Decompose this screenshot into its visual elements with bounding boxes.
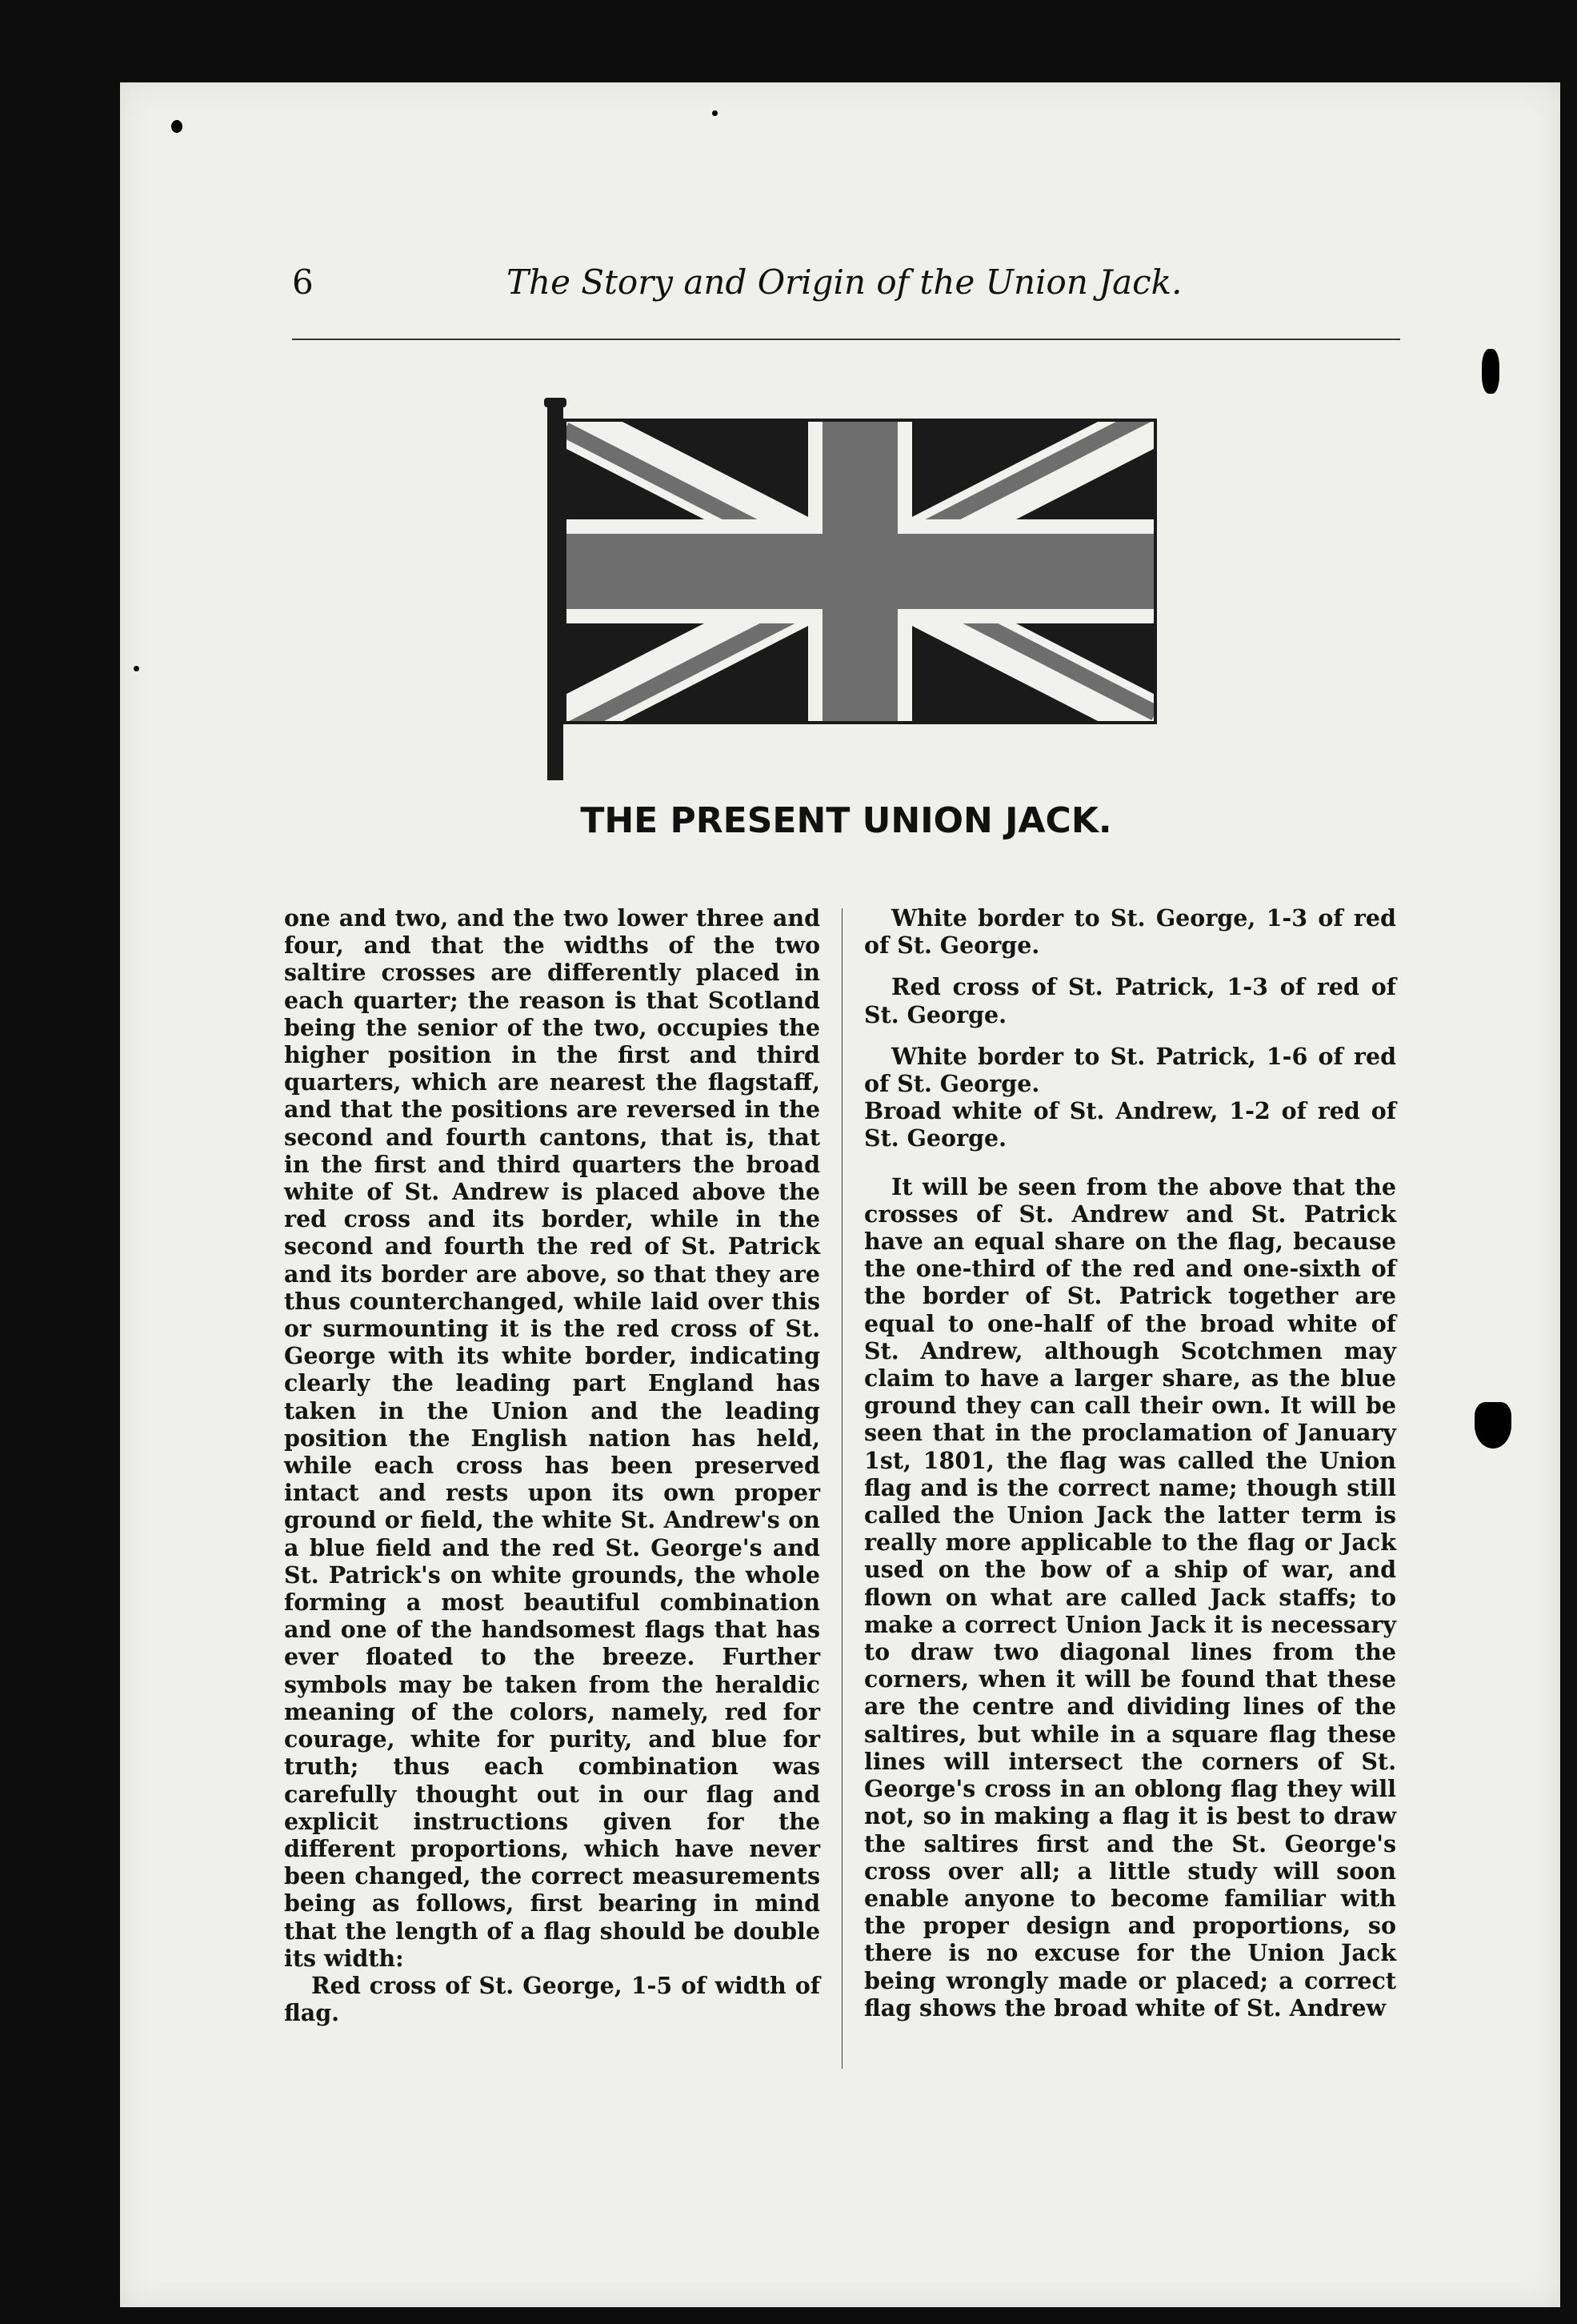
scan-speck (134, 666, 139, 671)
text-column-left (284, 904, 820, 2026)
union-jack-flag-icon (536, 396, 1168, 784)
scan-speck (171, 120, 182, 133)
page-number: 6 (292, 262, 314, 302)
paragraph: It will be seen from the above that the crosses of St. Andrew and St. Patrick have an equal share on the flag, because the one-third of the red and one-sixth of the border of St. Patrick together are equal to one-half of the broad white of St. Andrew, although Scotchmen may claim to have a larger share, as the blue ground they can call their own. It will be seen that in the proclamation of January 1st, 1801, the flag was called the Union flag and is the correct name; though still called the Union Jack the latter term is really more applicable to the flag or Jack used on the bow of a ship of war, and flown on what are called Jack staffs; to make a correct Union Jack it is necessary to draw two diagonal lines from the corners, when it will be found that these are the centre and dividing lines of the saltires, but while in a square flag these lines will intersect the corners of St. George's cross in an oblong flag they will not, so in making a flag it is best to draw the saltires first and the St. George's cross over all; a little study will soon enable anyone to become familiar with the proper design and proportions, so there is no excuse for the Union Jack being wrongly made or placed; a correct flag shows the broad white of St. Andrew (864, 1172, 1396, 2021)
column-divider (842, 908, 843, 2069)
header-rule (292, 339, 1400, 340)
paragraph: Red cross of St. Patrick, 1-3 of red of St. George. (864, 973, 1396, 1028)
paragraph: White border to St. George, 1-3 of red of St. George. (864, 904, 1396, 960)
paragraph: one and two, and the two lower three and four, and that the widths of the two saltire crosses are differently placed in each quarter; the reason is that Scotland being the senior of the two, occupies the higher position in the first and third quarters, which are nearest the flagstaff, and that the positions are reversed in the second and fourth cantons, that is, that in the first and third quarters the broad white of St. Andrew is placed above the red cross and its border, while in the second and fourth the red of St. Patrick and its border are above, so that they are thus counterchanged, while laid over this or surmounting it is the red cross of St. George with its white border, indicating clearly the leading part England has taken in the Union and the leading position the English nation has held, while each cross has been preserved intact and rests upon its own proper ground or field, the white St. Andrew's on a blue field and the red St. George's and St. Patrick's on white grounds, the whole forming a most beautiful combination and one of the handsomest flags that has ever floated to the breeze. Further symbols may be taken from the heraldic meaning of the colors, namely, red for courage, white for purity, and blue for truth; thus each combination was carefully thought out in our flag and explicit instructions given for the different proportions, which have never been changed, the correct measurements being as follows, first bearing in mind that the length of a flag should be double its width: (284, 904, 820, 1972)
figure-caption: THE PRESENT UNION JACK. (580, 800, 1112, 841)
scan-speck (712, 110, 718, 116)
paragraph: White border to St. Patrick, 1-6 of red of St. George. (864, 1042, 1396, 1098)
page-header (292, 262, 1400, 319)
text-column-right (864, 904, 1396, 2021)
running-title: The Story and Origin of the Union Jack. (506, 262, 1183, 302)
scan-speck (1482, 349, 1499, 394)
paragraph: Red cross of St. George, 1-5 of width of flag. (284, 1971, 820, 2027)
paragraph: Broad white of St. Andrew, 1-2 of red of St. George. (864, 1097, 1396, 1152)
scan-speck (1475, 1402, 1511, 1448)
